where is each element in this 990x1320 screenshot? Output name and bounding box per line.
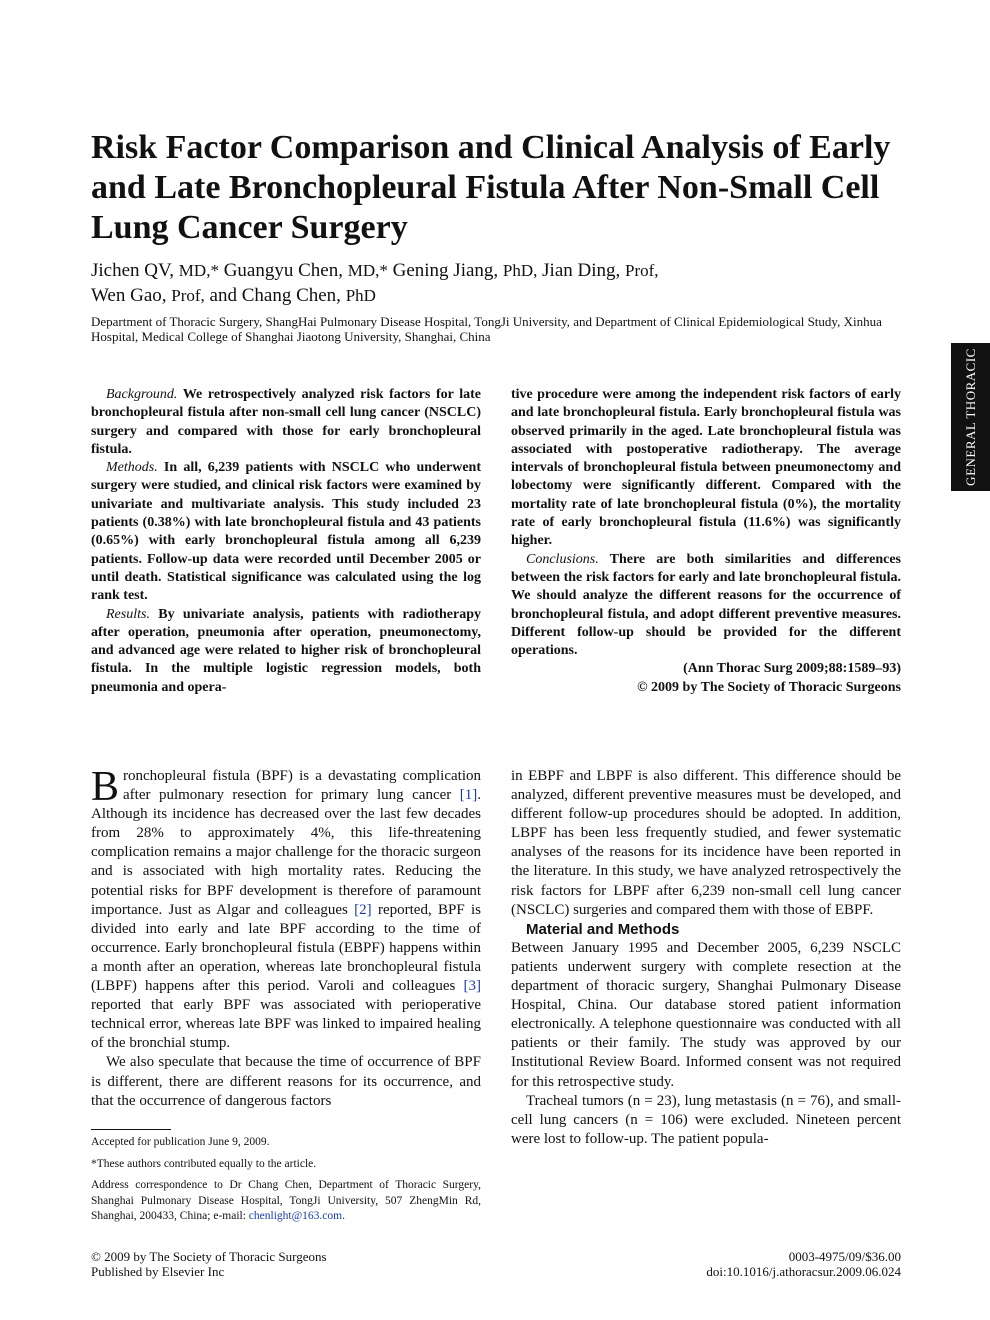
author-name: and Chang Chen, <box>209 285 341 306</box>
author-name: Jichen QV, <box>91 260 175 281</box>
author-degree: Prof, <box>171 286 205 305</box>
footer-right <box>706 1249 901 1279</box>
drop-cap: B <box>91 764 120 810</box>
footer-publisher: Published by Elsevier Inc <box>91 1264 225 1279</box>
author-name: Wen Gao, <box>91 285 167 306</box>
reference-link[interactable]: [2] <box>354 901 372 918</box>
body-paragraph: Between January 1995 and December 2005, 6,239 NSCLC patients underwent surgery with complete resection at the department of thoracic surgery, Shanghai Pulmonary Disease Hospital, China. Our database stored patient information electronically. A telephone questionnaire was conducted with all patients or their family. The study was approved by our Institutional Review Board. Informed consent was not required for this retrospective study. <box>511 939 901 1090</box>
author-name: Jian Ding, <box>542 260 621 281</box>
author-degree: PhD, <box>502 261 538 280</box>
body-paragraph: Tracheal tumors (n = 23), lung metastasis (n = 76), and small-cell lung cancers (n = 106) were excluded. Nineteen percent were lost to follow-up. The patient popula- <box>511 1092 901 1147</box>
abstract-label: Conclusions. <box>526 551 599 567</box>
reference-link[interactable]: [1] <box>459 787 478 804</box>
author-degree: Prof, <box>625 261 659 280</box>
author-degree: PhD <box>345 286 376 305</box>
abstract-background <box>91 386 481 459</box>
body-paragraph: We also speculate that because the time of occurrence of BPF is different, there are different reasons for its occurrence, and that the occurrence of dangerous factors <box>91 1054 481 1109</box>
footnote-correspondence <box>91 1178 481 1225</box>
abstract-text: By univariate analysis, patients with radiotherapy after operation, pneumonia after operation, pneumonectomy, and advanced age were related to higher risk of bronchopleural fistula. In the multiple logistic regression models, both pneumonia and opera- <box>91 606 481 695</box>
author-name: Guangyu Chen, <box>223 260 343 281</box>
email-link[interactable]: chenlight@163.com <box>248 1210 343 1222</box>
body-text: ronchopleural fistula (BPF) is a devastating complication after pulmonary resection for primary lung cancer <box>123 768 481 804</box>
section-side-tab <box>951 343 990 491</box>
footnote-equal-contribution: *These authors contributed equally to the article. <box>91 1157 317 1170</box>
abstract-left-column <box>91 386 481 697</box>
body-paragraph <box>91 764 481 1053</box>
author-degree: MD,* <box>347 261 388 280</box>
body-right-column <box>511 767 901 1149</box>
correspondence-text: Address correspondence to Dr Chang Chen, Department of Thoracic Surgery, Shanghai Pulmonary Disease Hospital, TongJi University, 507 ZhengMin Rd, Shanghai, 200433, China; e-mail: <box>91 1179 481 1222</box>
abstract-text: In all, 6,239 patients with NSCLC who underwent surgery were studied, and clinical risk factors were examined by univariate and multivariate analysis. This study included 23 patients (0.38%) with late bronchopleural fistula and 43 patients (0.65%) with early bronchopleural fistula among all 6,239 patients. Follow-up data were recorded until December 2005 or until death. Statistical significance was calculated using the log rank test. <box>91 460 481 604</box>
article-title: Risk Factor Comparison and Clinical Analysis of Early and Late Bronchopleural Fistula After Non-Small Cell Lung Cancer Surgery <box>91 129 891 246</box>
abstract-text: We retrospectively analyzed risk factors for late bronchopleural fistula after non-small cell lung cancer (NSCLC) surgery and compared with those for early bronchopleural fistula. <box>91 387 482 457</box>
body-left-column <box>91 764 481 1111</box>
abstract-label: Results. <box>106 606 150 622</box>
footer-issn: 0003-4975/09/$36.00 <box>788 1249 901 1264</box>
footnote-divider <box>91 1129 171 1130</box>
footer-copyright: © 2009 by The Society of Thoracic Surgeons <box>91 1249 327 1264</box>
body-text: reported that early BPF was associated with perioperative technical error, whereas late BPF was linked to impaired healing of the bronchial stump. <box>91 997 481 1052</box>
abstract-results-continued: tive procedure were among the independent risk factors of early and late bronchopleural fistula. Early bronchopleural fistula was observed primarily in the aged. Late bronchopleural fistula was associated with postoperative radiotherapy. The average intervals of bronchopleural fistula between pneumonectomy and lobectomy were significantly different. Compared with the mortality rate of late bronchopleural fistula (0%), the mortality rate of early bronchopleural fistula (11.6%) was significantly higher. <box>511 387 901 549</box>
author-name: Gening Jiang, <box>392 260 499 281</box>
abstract-results <box>91 606 481 697</box>
reference-link[interactable]: [3] <box>463 978 481 995</box>
footer-left <box>91 1249 327 1279</box>
journal-citation: (Ann Thorac Surg 2009;88:1589–93) <box>683 661 901 677</box>
abstract-label: Background. <box>106 387 178 402</box>
footer-doi: doi:10.1016/j.athoracsur.2009.06.024 <box>706 1264 901 1279</box>
footnote-accepted: Accepted for publication June 9, 2009. <box>91 1136 270 1148</box>
author-degree: MD,* <box>178 261 219 280</box>
footnotes <box>91 1135 481 1231</box>
abstract-conclusions <box>511 551 901 661</box>
abstract-copyright: © 2009 by The Society of Thoracic Surgeons <box>637 679 901 695</box>
section-heading: Material and Methods <box>526 920 680 938</box>
side-tab-label: GENERAL THORACIC <box>962 348 978 486</box>
abstract-methods <box>91 459 481 605</box>
abstract-right-column <box>511 386 901 697</box>
body-text: . Although its incidence has decreased over the last few decades from 28% to approximately 4%, this life-threatening complication remains a major challenge for the thoracic surgeon and is associated with high mortality rates. Reducing the potential risks for BPF development is therefore of paramount importance. Just as Algar and colleagues <box>91 787 481 918</box>
abstract-text: There are both similarities and differences between the risk factors for early and late bronchopleural fistula. We should analyze the different reasons for the occurrence of bronchopleural fistula, and adopt different preventive measures. Different follow-up should be provided for the different operations. <box>511 551 901 659</box>
body-text: reported, BPF is divided into early and late BPF according to the time of occurrence. Early bronchopleural fistula (EBPF) happens within a month after an operation, whereas late bronchopleural fistula (LBPF) happens after this period. Varoli and colleagues <box>91 901 481 995</box>
abstract-label: Methods. <box>106 460 158 476</box>
author-list <box>91 258 871 308</box>
correspondence-end: . <box>342 1210 345 1222</box>
affiliation: Department of Thoracic Surgery, ShangHai Pulmonary Disease Hospital, TongJi University, and Department of Clinical Epidemiological Study, Xinhua Hospital, Medical College of Shanghai Jiaotong University, Shanghai, China <box>91 314 882 344</box>
body-paragraph: in EBPF and LBPF is also different. This difference should be analyzed, different preventive measures must be developed, and different follow-up procedures should be adopted. In addition, LBPF has been less frequently studied, and fewer systematic analyses of the reasons for its incidence have been reported in the literature. In this study, we have analyzed retrospectively the risk factors for LBPF after 6,239 non-small cell lung cancer (NSCLC) surgeries and compared them with those of EBPF. <box>511 768 901 918</box>
